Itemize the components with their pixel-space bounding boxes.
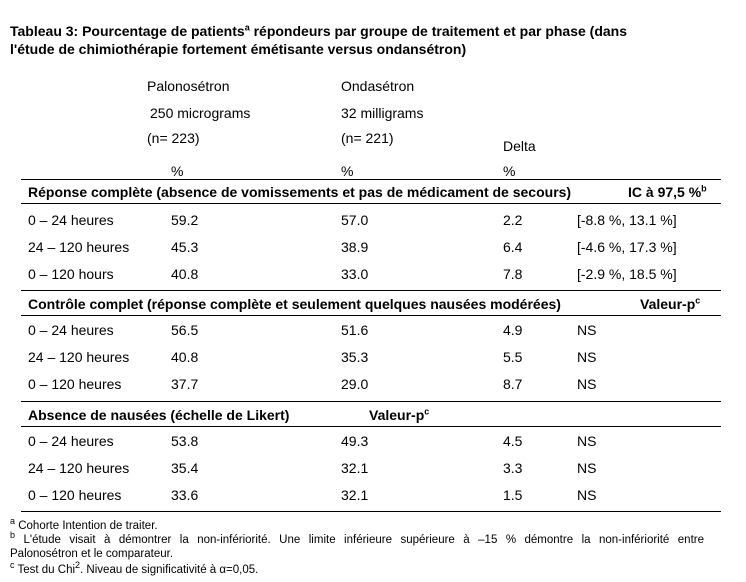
row-palonosetron: 40.8: [171, 349, 199, 365]
row-delta: 8.7: [503, 376, 523, 392]
row-ondansetron: 32.1: [341, 487, 369, 503]
footnote-exponent: 2: [75, 560, 81, 571]
footnote-text: Cohorte Intention de traiter.: [18, 520, 158, 532]
row-delta: 4.9: [503, 322, 523, 338]
table-title-line-2: l'étude de chimiothérapie fortement émétisante versus ondansétron): [10, 41, 467, 57]
ondansetron-n: (n= 221): [341, 130, 394, 146]
row-pvalue: NS: [577, 349, 597, 365]
row-palonosetron: 33.6: [171, 487, 199, 503]
row-phase: 24 – 120 heures: [28, 239, 130, 255]
row-phase: 0 – 120 heures: [28, 376, 122, 392]
row-pvalue: NS: [577, 433, 597, 449]
section-divider: [21, 315, 721, 316]
row-pvalue: NS: [577, 322, 597, 338]
stat-label-text: Valeur-p: [369, 407, 425, 423]
row-ondansetron: 33.0: [341, 266, 369, 282]
table-bottom-rule: [21, 511, 721, 512]
row-phase: 0 – 24 heures: [28, 322, 114, 338]
section-divider: [21, 401, 721, 402]
row-ci: [-4.6 %, 17.3 %]: [577, 239, 677, 255]
section-stat-label-pvalue: [369, 407, 429, 423]
title-footnote-marker: a: [244, 22, 250, 33]
table-title-line-1: [10, 22, 627, 40]
row-ondansetron: 29.0: [341, 376, 369, 392]
footnote-text: L'étude visait à démontrer la non-infériorité. Une limite inférieure supérieure à –15 % démontre la non-infériorité entre: [23, 534, 704, 546]
footnote-text-continued: . Niveau de significativité à α=0,05.: [80, 564, 259, 576]
row-palonosetron: 56.5: [171, 322, 199, 338]
row-delta: 1.5: [503, 487, 523, 503]
stat-footnote-marker: c: [695, 295, 701, 306]
section-heading-no-nausea: Absence de nausées (échelle de Likert): [28, 407, 290, 423]
section-stat-label-ci: [628, 184, 707, 200]
row-phase: 0 – 24 heures: [28, 212, 114, 228]
row-phase: 0 – 120 hours: [28, 266, 114, 282]
footnote-b-line-2: Palonosétron et le comparateur.: [10, 548, 174, 560]
row-palonosetron: 53.8: [171, 433, 199, 449]
row-pvalue: NS: [577, 487, 597, 503]
footnote-b-line-1: [10, 530, 704, 547]
row-ondansetron: 32.1: [341, 460, 369, 476]
row-ci: [-8.8 %, 13.1 %]: [577, 212, 677, 228]
row-delta: 3.3: [503, 460, 523, 476]
row-ci: [-2.9 %, 18.5 %]: [577, 266, 677, 282]
section-heading-complete-control: Contrôle complet (réponse complète et seulement quelques nausées modérées): [28, 296, 561, 312]
ondansetron-dose: 32 milligrams: [341, 105, 424, 121]
row-delta: 6.4: [503, 239, 523, 255]
row-delta: 2.2: [503, 212, 523, 228]
stat-label-text: Valeur-p: [640, 296, 696, 312]
section-divider: [21, 203, 721, 204]
row-palonosetron: 37.7: [171, 376, 199, 392]
palonosetron-dose: 250 micrograms: [150, 105, 251, 121]
footnote-c: [10, 560, 259, 577]
row-phase: 24 – 120 heures: [28, 349, 130, 365]
section-stat-label-pvalue: [640, 296, 700, 312]
footnote-marker: a: [10, 516, 16, 527]
palonosetron-n: (n= 223): [147, 130, 200, 146]
stat-footnote-marker: c: [424, 406, 430, 417]
row-pvalue: NS: [577, 376, 597, 392]
stat-label-text: IC à 97,5 %: [628, 184, 702, 200]
row-delta: 7.8: [503, 266, 523, 282]
row-palonosetron: 40.8: [171, 266, 199, 282]
row-palonosetron: 45.3: [171, 239, 199, 255]
section-divider: [21, 426, 721, 427]
delta-unit: %: [503, 163, 516, 179]
row-delta: 5.5: [503, 349, 523, 365]
row-delta: 4.5: [503, 433, 523, 449]
footnote-marker: b: [10, 530, 16, 541]
ondansetron-unit: %: [341, 163, 354, 179]
ondansetron-name: Ondasétron: [341, 78, 415, 94]
row-phase: 0 – 120 heures: [28, 487, 122, 503]
section-divider: [21, 179, 721, 180]
stat-footnote-marker: b: [701, 183, 707, 194]
row-phase: 0 – 24 heures: [28, 433, 114, 449]
palonosetron-unit: %: [171, 163, 184, 179]
delta-header: Delta: [503, 138, 536, 154]
row-ondansetron: 57.0: [341, 212, 369, 228]
row-phase: 24 – 120 heures: [28, 460, 130, 476]
row-ondansetron: 38.9: [341, 239, 369, 255]
section-divider: [21, 290, 721, 291]
title-text: Tableau 3: Pourcentage de patients: [10, 23, 245, 39]
row-palonosetron: 35.4: [171, 460, 199, 476]
row-palonosetron: 59.2: [171, 212, 199, 228]
section-heading-complete-response: Réponse complète (absence de vomissements et pas de médicament de secours): [28, 184, 572, 200]
footnote-a: [10, 516, 158, 533]
footnote-marker: c: [10, 560, 15, 571]
row-pvalue: NS: [577, 460, 597, 476]
row-ondansetron: 51.6: [341, 322, 369, 338]
row-ondansetron: 49.3: [341, 433, 369, 449]
footnote-text: Test du Chi: [17, 564, 76, 576]
title-text-continued: répondeurs par groupe de traitement et par phase (dans: [249, 23, 628, 39]
palonosetron-name: Palonosétron: [147, 78, 230, 94]
row-ondansetron: 35.3: [341, 349, 369, 365]
